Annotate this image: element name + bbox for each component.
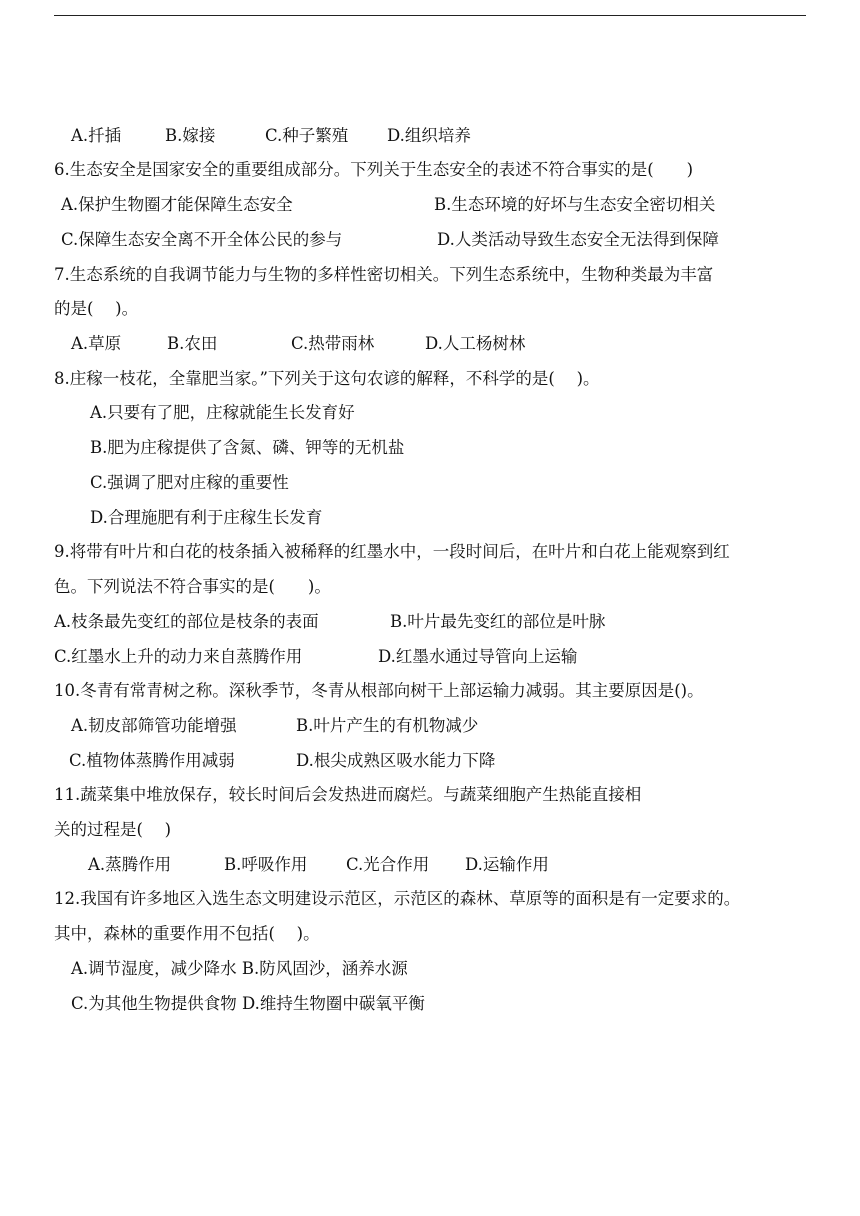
q9-option-c: C.红墨水上升的动力来自蒸腾作用 xyxy=(54,647,303,666)
q11-stem-line2: 关的过程是( ) xyxy=(54,820,172,839)
q7-option-d: D.人工杨树林 xyxy=(425,334,526,353)
q8-option-a: A.只要有了肥，庄稼就能生长发育好 xyxy=(90,403,355,422)
q5-option-b: B.嫁接 xyxy=(165,126,216,145)
q12-options-cd: C.为其他生物提供食物 D.维持生物圈中碳氧平衡 xyxy=(71,994,425,1013)
q10-stem: 10.冬青有常青树之称。深秋季节，冬青从根部向树干上部运输力减弱。其主要原因是()。 xyxy=(54,681,704,700)
q9-stem-line1: 9.将带有叶片和白花的枝条插入被稀释的红墨水中，一段时间后，在叶片和白花上能观察到红 xyxy=(54,542,730,561)
q11-option-c: C.光合作用 xyxy=(346,855,430,874)
q12-options-ab: A.调节湿度，减少降水 B.防风固沙，涵养水源 xyxy=(71,959,408,978)
q7-option-a: A.草原 xyxy=(71,334,122,353)
q11-stem-line1: 11.蔬菜集中堆放保存，较长时间后会发热进而腐烂。与蔬菜细胞产生热能直接相 xyxy=(54,785,642,804)
q5-option-c: C.种子繁殖 xyxy=(265,126,349,145)
header-rule xyxy=(54,15,806,16)
q11-option-b: B.呼吸作用 xyxy=(224,855,308,874)
q7-option-c: C.热带雨林 xyxy=(291,334,375,353)
q11-option-d: D.运输作用 xyxy=(465,855,549,874)
q10-option-a: A.韧皮部筛管功能增强 xyxy=(71,716,237,735)
q7-stem-line1: 7.生态系统的自我调节能力与生物的多样性密切相关。下列生态系统中，生物种类最为丰富 xyxy=(54,265,714,284)
q9-stem-line2: 色。下列说法不符合事实的是( )。 xyxy=(54,577,331,596)
q8-option-b: B.肥为庄稼提供了含氮、磷、钾等的无机盐 xyxy=(90,438,405,457)
q9-option-a: A.枝条最先变红的部位是枝条的表面 xyxy=(54,612,319,631)
q10-option-b: B.叶片产生的有机物减少 xyxy=(296,716,479,735)
q6-option-c: C.保障生态安全离不开全体公民的参与 xyxy=(61,230,343,249)
q12-stem-line1: 12.我国有许多地区入选生态文明建设示范区，示范区的森林、草原等的面积是有一定要求的。 xyxy=(54,889,741,908)
q8-stem: 8.庄稼一枝花，全靠肥当家。”下列关于这句农谚的解释，不科学的是( )。 xyxy=(54,369,600,388)
q8-option-d: D.合理施肥有利于庄稼生长发育 xyxy=(90,508,323,527)
q7-stem-line2: 的是( )。 xyxy=(54,299,139,318)
q8-option-c: C.强调了肥对庄稼的重要性 xyxy=(90,473,289,492)
q6-stem: 6.生态安全是国家安全的重要组成部分。下列关于生态安全的表述不符合事实的是( ) xyxy=(54,160,694,179)
q10-option-d: D.根尖成熟区吸水能力下降 xyxy=(296,751,496,770)
q9-option-b: B.叶片最先变红的部位是叶脉 xyxy=(390,612,606,631)
q5-option-d: D.组织培养 xyxy=(387,126,471,145)
q5-option-a: A.扦插 xyxy=(71,126,122,145)
q11-option-a: A.蒸腾作用 xyxy=(88,855,172,874)
q12-stem-line2: 其中，森林的重要作用不包括( )。 xyxy=(54,924,320,943)
q6-option-a: A.保护生物圈才能保障生态安全 xyxy=(61,195,293,214)
q7-option-b: B.农田 xyxy=(167,334,218,353)
q6-option-b: B.生态环境的好坏与生态安全密切相关 xyxy=(434,195,716,214)
q9-option-d: D.红墨水通过导管向上运输 xyxy=(378,647,578,666)
q6-option-d: D.人类活动导致生态安全无法得到保障 xyxy=(437,230,719,249)
q10-option-c: C.植物体蒸腾作用减弱 xyxy=(69,751,235,770)
